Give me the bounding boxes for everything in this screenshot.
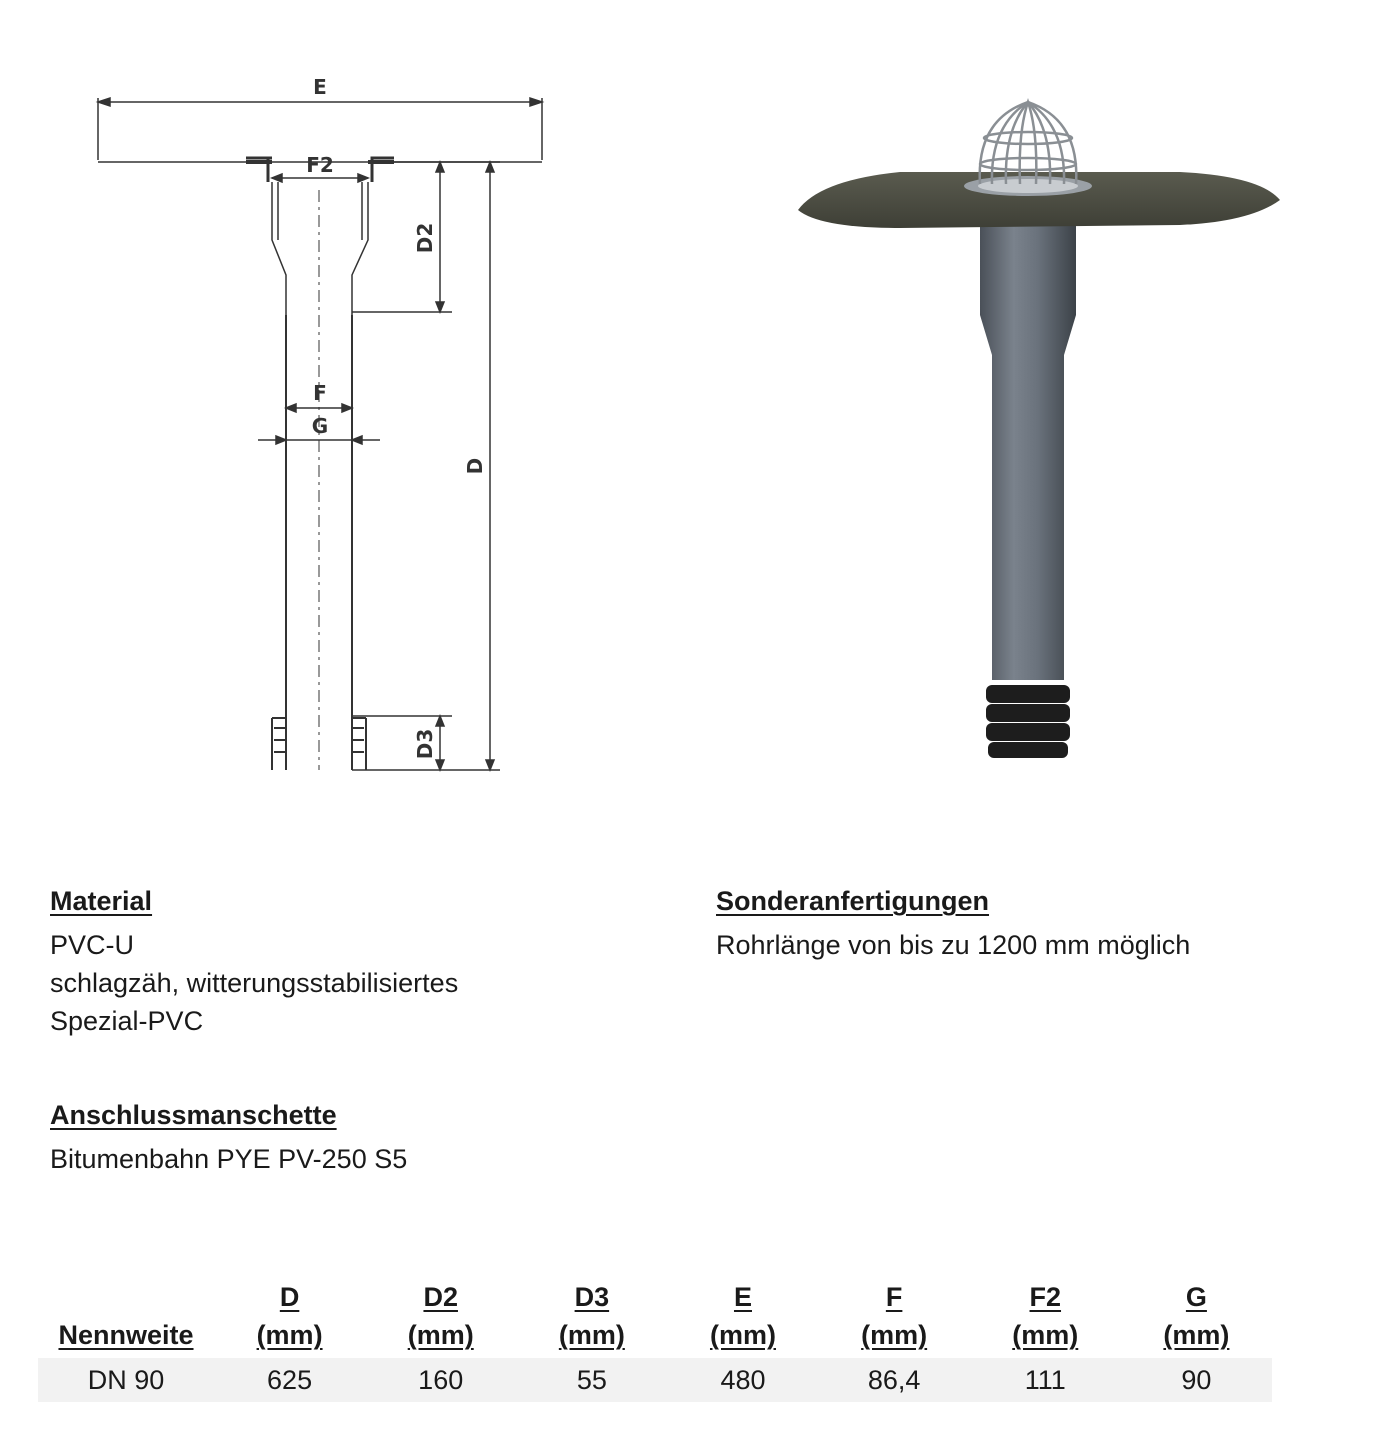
material-line: Spezial-PVC <box>50 1006 204 1036</box>
sonder-section <box>716 882 1190 964</box>
cell-E: 480 <box>667 1358 818 1402</box>
header-F: F (mm) <box>861 1282 928 1350</box>
label-E: E <box>313 75 327 99</box>
header-G: G (mm) <box>1163 1282 1230 1350</box>
manschette-section <box>50 1096 407 1178</box>
cell-nennweite: DN 90 <box>38 1358 214 1402</box>
header-nennweite: Nennweite <box>58 1320 194 1350</box>
cell-D: 625 <box>214 1358 365 1402</box>
sonder-heading: Sonderanfertigungen <box>716 886 990 916</box>
spec-table <box>38 1278 1272 1402</box>
material-line: PVC-U <box>50 930 135 960</box>
label-D2: D2 <box>413 222 437 254</box>
cell-F2: 111 <box>970 1358 1121 1402</box>
product-photo <box>780 80 1300 780</box>
label-D: D <box>463 457 487 475</box>
technical-drawing <box>60 50 580 790</box>
table-header-row <box>38 1278 1272 1358</box>
header-E: E (mm) <box>709 1282 776 1350</box>
material-heading: Material <box>50 886 153 916</box>
header-D3: D3 (mm) <box>558 1282 625 1350</box>
manschette-line: Bitumenbahn PYE PV-250 S5 <box>50 1144 408 1174</box>
cell-D2: 160 <box>365 1358 516 1402</box>
header-D2: D2 (mm) <box>407 1282 474 1350</box>
label-F: F <box>313 381 327 405</box>
header-F2: F2 (mm) <box>1012 1282 1079 1350</box>
cell-G: 90 <box>1121 1358 1272 1402</box>
label-G: G <box>311 414 329 438</box>
material-section <box>50 882 458 1040</box>
manschette-heading: Anschlussmanschette <box>50 1100 337 1130</box>
material-line: schlagzäh, witterungsstabilisiertes <box>50 968 459 998</box>
label-D3: D3 <box>413 728 437 760</box>
cell-D3: 55 <box>516 1358 667 1402</box>
sonder-line: Rohrlänge von bis zu 1200 mm möglich <box>716 930 1191 960</box>
label-F2: F2 <box>306 153 334 177</box>
cell-F: 86,4 <box>819 1358 970 1402</box>
header-D: D (mm) <box>256 1282 323 1350</box>
table-row <box>38 1358 1272 1402</box>
